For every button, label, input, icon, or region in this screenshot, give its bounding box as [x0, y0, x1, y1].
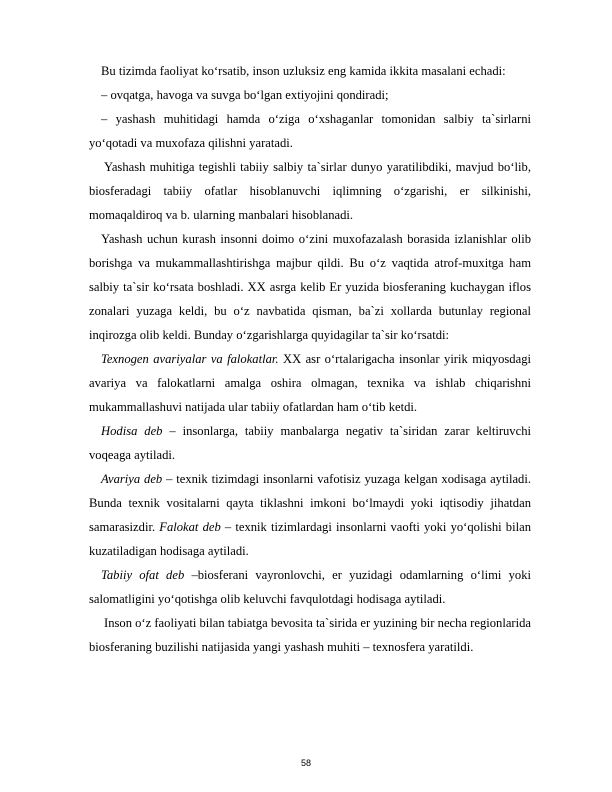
- natural-disaster-text: –biosferani vayronlovchi, er yuzidagi odamlarning o‘limi yoki salomatligini yo‘qotishga olib keluvchi favqulotdagi hodisaga aytiladi.: [89, 568, 531, 606]
- paragraph-needs: – ovqatga, havoga va suvga bo‘lgan extiyojini qondiradi;: [101, 88, 389, 102]
- term-technogenic: Texnogen avariyalar va falokatlar.: [101, 352, 279, 366]
- paragraph-accident: [89, 467, 531, 563]
- paragraph-incident: [89, 419, 531, 467]
- accident-text: – texnik tizimdagi insonlarni vafotisiz yuzaga kelgan xodisaga aytiladi. Bunda texnik vositalarni qayta tiklashni imkoni bo‘lmaydi yoki iqtisodiy jihatdan samarasizdir.: [89, 472, 531, 534]
- page-body: [89, 59, 531, 659]
- paragraph-technogenic: [89, 347, 531, 419]
- technogenic-text: XX asr o‘rtalarigacha insonlar yirik miqyosdagi avariya va falokatlarni amalga oshira olmagan, texnika va ishlab chiqarishni mukammallashuvi natijada ular tabiiy ofatlardan ham o‘tib ketdi.: [89, 352, 531, 414]
- paragraph-protection: – yashash muhitidagi hamda o‘ziga o‘xshaganlar tomonidan salbiy ta`sirlarni yo‘qotadi va muxofaza qilishni yaratadi.: [89, 112, 531, 150]
- paragraph-natural-disaster: [89, 563, 531, 611]
- term-accident: Avariya deb: [101, 472, 163, 486]
- paragraph-struggle: Yashash uchun kurash insonni doimo o‘zini muxofazalash borasida izlanishlar olib borishga va mukammallashtirishga majbur qildi. Bu o‘z vaqtida atrof-muxitga ham salbiy ta`sir ko‘rsata boshladi. XX asrga kelib Er yuzida biosferaning kuchaygan iflos zonalari yuzaga keldi, bu o‘z navbatida qisman, ba`zi xollarda butunlay regional inqirozga olib keldi. Bunday o‘zgarishlarga quyidagilar ta`sir ko‘rsatdi:: [89, 232, 531, 342]
- paragraph-natural-threats: Yashash muhitiga tegishli tabiiy salbiy ta`sirlar dunyo yaratilibdiki, mavjud bo‘lib, biosferadagi tabiiy ofatlar hisoblanuvchi iqlimning o‘zgarishi, er silkinishi, momaqaldiroq va b. ularning manbalari hisoblanadi.: [89, 160, 531, 222]
- incident-text: – insonlarga, tabiiy manbalarga negativ ta`siridan zarar keltiruvchi voqeaga aytiladi.: [89, 424, 531, 462]
- paragraph-intro: Bu tizimda faoliyat ko‘rsatib, inson uzluksiz eng kamida ikkita masalani echadi:: [101, 64, 506, 78]
- term-incident: Hodisa deb: [101, 424, 163, 438]
- page-number: 58: [300, 758, 311, 768]
- paragraph-technosphere: Inson o‘z faoliyati bilan tabiatga bevosita ta`sirida er yuzining bir necha regionlarida biosferaning buzilishi natijasida yangi yashash muhiti – texnosfera yaratildi.: [89, 616, 531, 654]
- catastrophe-text: – texnik tizimlardagi insonlarni vaofti yoki yo‘qolishi bilan kuzatiladigan hodisaga aytiladi.: [89, 520, 531, 558]
- term-catastrophe: Falokat deb: [159, 520, 221, 534]
- term-natural-disaster: Tabiiy ofat deb: [101, 568, 185, 582]
